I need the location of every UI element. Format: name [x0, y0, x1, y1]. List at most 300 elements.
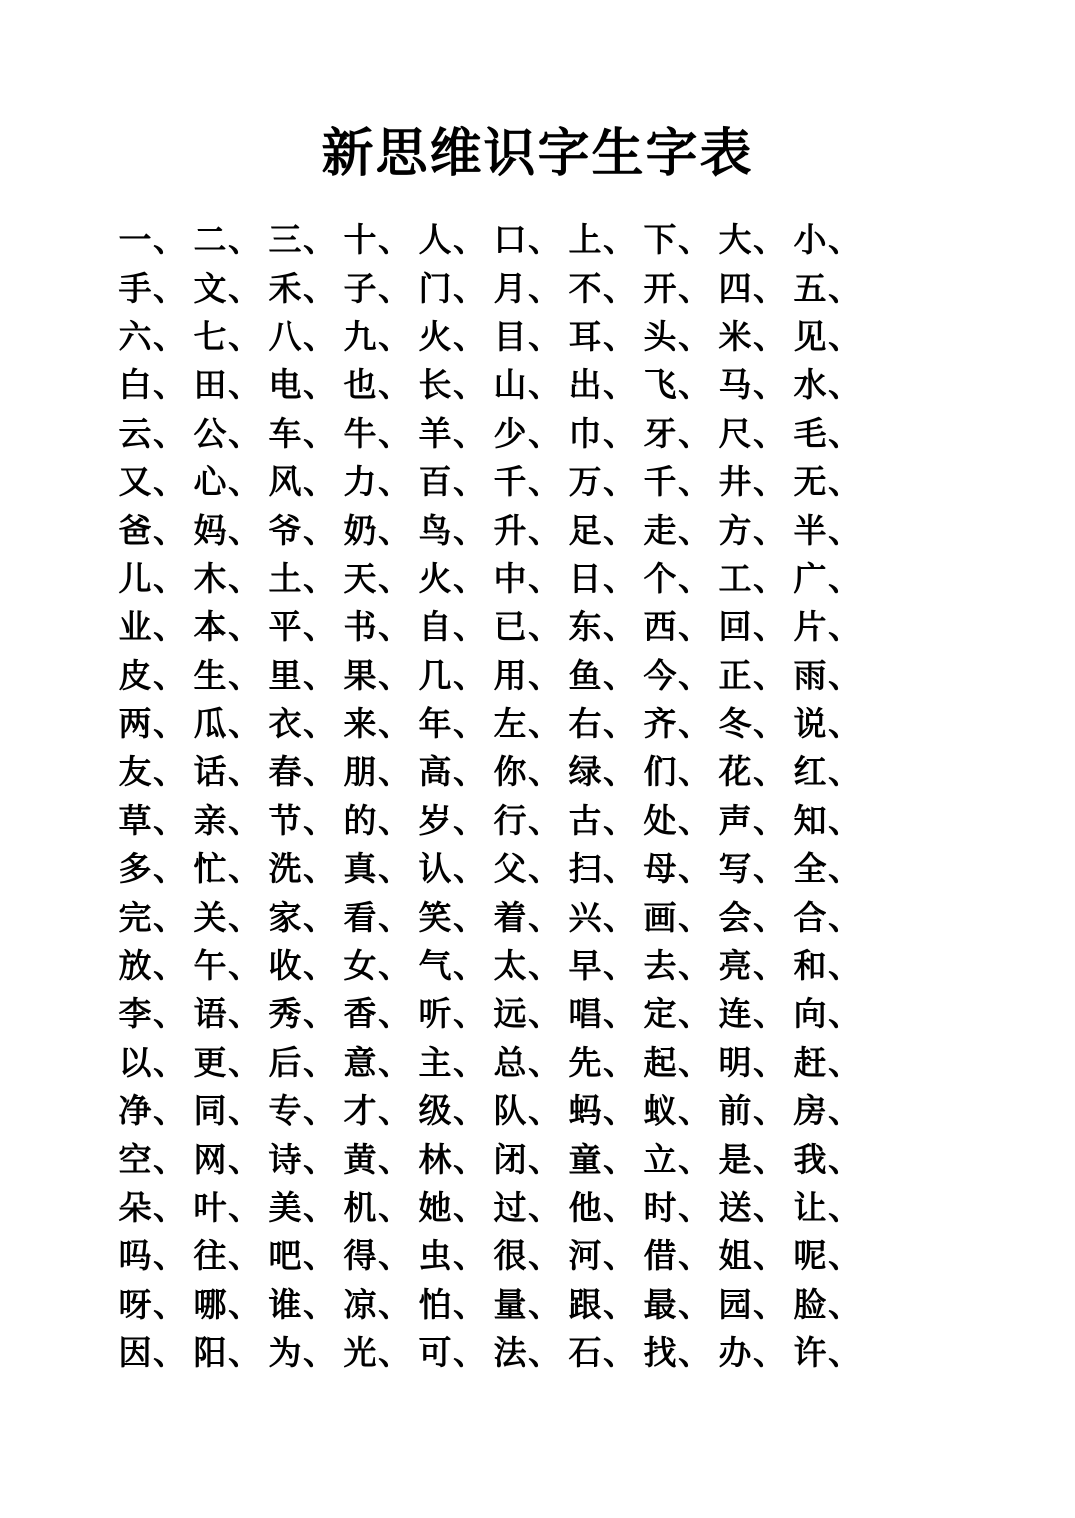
character-cell: [717, 220, 792, 260]
character-table: [117, 216, 877, 1377]
character-cell: [192, 849, 267, 889]
character-cell: [192, 607, 267, 647]
separator: 、: [528, 994, 561, 1034]
separator: 、: [678, 655, 711, 695]
character: 全: [793, 849, 827, 889]
character: 扫: [568, 849, 602, 889]
character-cell: [342, 994, 417, 1034]
character: 放: [118, 946, 152, 986]
separator: 、: [453, 946, 486, 986]
character: 房: [793, 1091, 827, 1131]
character: 秀: [268, 994, 302, 1034]
character: 走: [643, 510, 677, 550]
character-cell: [342, 1091, 417, 1131]
character: 爷: [268, 510, 302, 550]
character-cell: [192, 365, 267, 405]
character: 跟: [568, 1284, 602, 1324]
character-cell: [117, 462, 192, 502]
character: 认: [418, 849, 452, 889]
character: 黄: [343, 1139, 377, 1179]
character-cell: [642, 801, 717, 841]
character: 几: [418, 655, 452, 695]
character-cell: [792, 849, 867, 889]
character: 很: [493, 1236, 527, 1276]
separator: 、: [153, 558, 186, 598]
separator: 、: [153, 1042, 186, 1082]
character: 花: [718, 752, 752, 792]
character: 更: [193, 1042, 227, 1082]
separator: 、: [603, 1091, 636, 1131]
separator: 、: [603, 897, 636, 937]
separator: 、: [528, 413, 561, 453]
character-cell: [567, 849, 642, 889]
character-cell: [342, 365, 417, 405]
character-row: [117, 361, 877, 409]
character-row: [117, 748, 877, 796]
character: 目: [493, 316, 527, 356]
separator: 、: [228, 510, 261, 550]
character-cell: [792, 1043, 867, 1083]
character: 九: [343, 316, 377, 356]
separator: 、: [378, 510, 411, 550]
separator: 、: [153, 607, 186, 647]
separator: 、: [153, 655, 186, 695]
character: 草: [118, 800, 152, 840]
character: 兴: [568, 897, 602, 937]
character: 公: [193, 413, 227, 453]
character-cell: [342, 269, 417, 309]
character-cell: [792, 269, 867, 309]
separator: 、: [828, 1139, 861, 1179]
character: 同: [193, 1091, 227, 1131]
character-cell: [717, 1333, 792, 1373]
character: 家: [268, 897, 302, 937]
separator: 、: [828, 1236, 861, 1276]
character-cell: [192, 559, 267, 599]
separator: 、: [153, 800, 186, 840]
character-cell: [567, 269, 642, 309]
character-cell: [267, 752, 342, 792]
character: 奶: [343, 510, 377, 550]
character: 三: [268, 220, 302, 260]
character: 工: [718, 558, 752, 598]
character-cell: [267, 317, 342, 357]
separator: 、: [453, 655, 486, 695]
separator: 、: [453, 704, 486, 744]
separator: 、: [453, 268, 486, 308]
separator: 、: [528, 607, 561, 647]
character: 平: [268, 607, 302, 647]
character: 车: [268, 413, 302, 453]
character: 足: [568, 510, 602, 550]
character: 先: [568, 1042, 602, 1082]
character: 方: [718, 510, 752, 550]
character: 关: [193, 897, 227, 937]
character-cell: [642, 752, 717, 792]
character-cell: [642, 898, 717, 938]
character: 无: [793, 462, 827, 502]
separator: 、: [378, 413, 411, 453]
character-cell: [117, 656, 192, 696]
separator: 、: [153, 220, 186, 260]
character: 绿: [568, 752, 602, 792]
character: 西: [643, 607, 677, 647]
character-cell: [492, 220, 567, 260]
separator: 、: [603, 365, 636, 405]
character-cell: [267, 511, 342, 551]
character: 四: [718, 268, 752, 308]
character: 出: [568, 365, 602, 405]
separator: 、: [378, 800, 411, 840]
character: 级: [418, 1091, 452, 1131]
character: 太: [493, 946, 527, 986]
character: 火: [418, 558, 452, 598]
character: 节: [268, 800, 302, 840]
character-cell: [192, 414, 267, 454]
character: 广: [793, 558, 827, 598]
character: 千: [643, 462, 677, 502]
character: 明: [718, 1042, 752, 1082]
character: 火: [418, 316, 452, 356]
character: 高: [418, 752, 452, 792]
character: 儿: [118, 558, 152, 598]
separator: 、: [228, 897, 261, 937]
character: 中: [493, 558, 527, 598]
character-cell: [492, 511, 567, 551]
character-cell: [417, 365, 492, 405]
character-row: [117, 845, 877, 893]
character-cell: [417, 849, 492, 889]
character: 我: [793, 1139, 827, 1179]
separator: 、: [228, 220, 261, 260]
separator: 、: [378, 946, 411, 986]
separator: 、: [378, 1188, 411, 1227]
character: 已: [493, 607, 527, 647]
separator: 、: [228, 1236, 261, 1276]
character: 见: [793, 316, 827, 356]
character: 处: [643, 800, 677, 840]
character-cell: [417, 1091, 492, 1131]
character-cell: [717, 1188, 792, 1228]
character-cell: [567, 1091, 642, 1131]
character-cell: [492, 1333, 567, 1373]
separator: 、: [378, 365, 411, 405]
separator: 、: [303, 752, 336, 792]
character-cell: [267, 898, 342, 938]
separator: 、: [828, 1091, 861, 1131]
separator: 、: [828, 994, 861, 1034]
separator: 、: [678, 1284, 711, 1324]
character: 小: [793, 220, 827, 260]
separator: 、: [603, 1188, 636, 1227]
character: 朵: [118, 1188, 152, 1227]
separator: 、: [303, 607, 336, 647]
character-row: [117, 313, 877, 361]
character-cell: [342, 1043, 417, 1083]
separator: 、: [753, 510, 786, 550]
character: 才: [343, 1091, 377, 1131]
character-cell: [417, 994, 492, 1034]
character-cell: [417, 269, 492, 309]
character: 电: [268, 365, 302, 405]
separator: 、: [603, 462, 636, 502]
character-cell: [417, 704, 492, 744]
character: 看: [343, 897, 377, 937]
separator: 、: [828, 607, 861, 647]
character: 怕: [418, 1284, 452, 1324]
character-cell: [192, 1236, 267, 1276]
character: 脸: [793, 1284, 827, 1324]
character: 山: [493, 365, 527, 405]
character: 闭: [493, 1139, 527, 1179]
character: 今: [643, 655, 677, 695]
separator: 、: [828, 752, 861, 792]
separator: 、: [153, 1333, 186, 1373]
character: 米: [718, 316, 752, 356]
character-cell: [192, 462, 267, 502]
separator: 、: [228, 1333, 261, 1373]
separator: 、: [828, 655, 861, 695]
character-cell: [267, 1043, 342, 1083]
character: 香: [343, 994, 377, 1034]
character: 巾: [568, 413, 602, 453]
character: 唱: [568, 994, 602, 1034]
character: 八: [268, 316, 302, 356]
character: 前: [718, 1091, 752, 1131]
character: 母: [643, 849, 677, 889]
character: 吧: [268, 1236, 302, 1276]
character: 让: [793, 1188, 827, 1227]
character: 妈: [193, 510, 227, 550]
separator: 、: [828, 365, 861, 405]
separator: 、: [228, 655, 261, 695]
character-cell: [717, 1091, 792, 1131]
character: 古: [568, 800, 602, 840]
character: 收: [268, 946, 302, 986]
character-cell: [792, 801, 867, 841]
character: 书: [343, 607, 377, 647]
character: 呀: [118, 1284, 152, 1324]
character: 总: [493, 1042, 527, 1082]
separator: 、: [603, 558, 636, 598]
character-cell: [117, 752, 192, 792]
character: 完: [118, 897, 152, 937]
character: 写: [718, 849, 752, 889]
character-row: [117, 652, 877, 700]
character: 开: [643, 268, 677, 308]
character-cell: [567, 559, 642, 599]
character: 力: [343, 462, 377, 502]
separator: 、: [378, 897, 411, 937]
separator: 、: [153, 1236, 186, 1276]
character-cell: [792, 752, 867, 792]
separator: 、: [303, 462, 336, 502]
character-cell: [342, 607, 417, 647]
character: 亮: [718, 946, 752, 986]
character: 法: [493, 1333, 527, 1373]
character-cell: [267, 704, 342, 744]
separator: 、: [828, 1042, 861, 1082]
separator: 、: [378, 752, 411, 792]
separator: 、: [678, 1188, 711, 1227]
character-cell: [492, 656, 567, 696]
character: 正: [718, 655, 752, 695]
character-cell: [342, 849, 417, 889]
character: 尺: [718, 413, 752, 453]
separator: 、: [528, 365, 561, 405]
separator: 、: [678, 1333, 711, 1373]
character-cell: [417, 462, 492, 502]
character: 七: [193, 316, 227, 356]
character-cell: [267, 559, 342, 599]
separator: 、: [453, 1188, 486, 1227]
character: 队: [493, 1091, 527, 1131]
character-row: [117, 555, 877, 603]
character-cell: [567, 1333, 642, 1373]
separator: 、: [228, 704, 261, 744]
character-cell: [417, 1236, 492, 1276]
character-cell: [342, 946, 417, 986]
separator: 、: [453, 1236, 486, 1276]
character: 最: [643, 1284, 677, 1324]
character-cell: [492, 752, 567, 792]
character-cell: [492, 365, 567, 405]
character: 风: [268, 462, 302, 502]
separator: 、: [678, 1139, 711, 1179]
separator: 、: [753, 800, 786, 840]
character-cell: [567, 462, 642, 502]
character-cell: [717, 511, 792, 551]
character-cell: [117, 1285, 192, 1325]
character: 雨: [793, 655, 827, 695]
character: 阳: [193, 1333, 227, 1373]
character: 洗: [268, 849, 302, 889]
character: 石: [568, 1333, 602, 1373]
separator: 、: [753, 607, 786, 647]
separator: 、: [303, 268, 336, 308]
character-cell: [567, 994, 642, 1034]
character-cell: [342, 1285, 417, 1325]
character: 女: [343, 946, 377, 986]
character: 机: [343, 1188, 377, 1227]
separator: 、: [153, 316, 186, 356]
separator: 、: [828, 704, 861, 744]
separator: 、: [828, 800, 861, 840]
character-cell: [717, 994, 792, 1034]
separator: 、: [378, 1333, 411, 1373]
character: 业: [118, 607, 152, 647]
character-cell: [792, 511, 867, 551]
character-cell: [117, 898, 192, 938]
character: 月: [493, 268, 527, 308]
character-row: [117, 603, 877, 651]
separator: 、: [753, 704, 786, 744]
character-cell: [642, 1236, 717, 1276]
character-cell: [342, 1333, 417, 1373]
separator: 、: [528, 1333, 561, 1373]
character-cell: [267, 1333, 342, 1373]
separator: 、: [453, 316, 486, 356]
separator: 、: [228, 994, 261, 1034]
character-cell: [642, 414, 717, 454]
character: 谁: [268, 1284, 302, 1324]
character-row: [117, 700, 877, 748]
separator: 、: [453, 1284, 486, 1324]
character-cell: [267, 1188, 342, 1228]
separator: 、: [828, 849, 861, 889]
character-cell: [117, 414, 192, 454]
separator: 、: [603, 946, 636, 986]
character: 长: [418, 365, 452, 405]
character-row: [117, 410, 877, 458]
character-cell: [567, 1043, 642, 1083]
character-cell: [117, 220, 192, 260]
character: 禾: [268, 268, 302, 308]
character: 里: [268, 655, 302, 695]
character: 得: [343, 1236, 377, 1276]
separator: 、: [228, 800, 261, 840]
separator: 、: [453, 558, 486, 598]
character: 行: [493, 800, 527, 840]
separator: 、: [603, 268, 636, 308]
character: 说: [793, 704, 827, 744]
separator: 、: [678, 510, 711, 550]
separator: 、: [603, 655, 636, 695]
separator: 、: [753, 849, 786, 889]
character-cell: [342, 1140, 417, 1180]
separator: 、: [228, 268, 261, 308]
separator: 、: [453, 752, 486, 792]
character-cell: [642, 1043, 717, 1083]
separator: 、: [753, 1139, 786, 1179]
character-row: [117, 1329, 877, 1377]
character: 父: [493, 849, 527, 889]
character: 白: [118, 365, 152, 405]
character: 果: [343, 655, 377, 695]
separator: 、: [828, 220, 861, 260]
character: 右: [568, 704, 602, 744]
character-cell: [717, 946, 792, 986]
character-cell: [792, 946, 867, 986]
character-cell: [717, 752, 792, 792]
character-cell: [417, 414, 492, 454]
character: 不: [568, 268, 602, 308]
separator: 、: [453, 1333, 486, 1373]
character-cell: [642, 1333, 717, 1373]
character: 向: [793, 994, 827, 1034]
separator: 、: [753, 994, 786, 1034]
character-cell: [417, 1285, 492, 1325]
character: 耳: [568, 316, 602, 356]
character: 呢: [793, 1236, 827, 1276]
separator: 、: [303, 558, 336, 598]
separator: 、: [678, 558, 711, 598]
separator: 、: [228, 1139, 261, 1179]
separator: 、: [678, 752, 711, 792]
character-cell: [642, 1091, 717, 1131]
character-row: [117, 506, 877, 554]
character-cell: [117, 1188, 192, 1228]
character: 一: [118, 220, 152, 260]
separator: 、: [303, 849, 336, 889]
character: 生: [193, 655, 227, 695]
character-cell: [567, 414, 642, 454]
character-cell: [792, 317, 867, 357]
separator: 、: [603, 752, 636, 792]
character: 爸: [118, 510, 152, 550]
character: 蚁: [643, 1091, 677, 1131]
character-cell: [192, 1140, 267, 1180]
